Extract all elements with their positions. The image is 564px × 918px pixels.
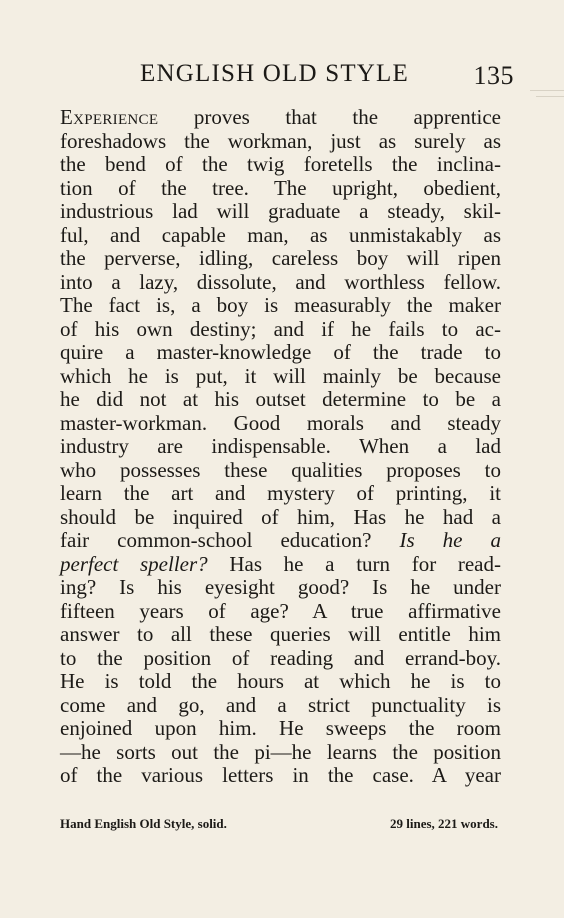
text-line: tion of the tree. The upright, obedient,	[60, 175, 501, 200]
text-line: The fact is, a boy is measurably the maker	[60, 293, 501, 317]
text-line	[60, 106, 501, 130]
text-line: to the position of reading and errand-boy.	[60, 645, 501, 670]
text-line: into a lazy, dissolute, and worthless fellow.	[60, 269, 501, 294]
text-line: should be inquired of him, Has he had a	[60, 504, 501, 529]
text-line	[60, 553, 501, 577]
text-line: industry are indispensable. When a lad	[60, 434, 501, 458]
text-line: which he is put, it will mainly be because	[60, 363, 501, 388]
page-edge-mark	[530, 90, 564, 91]
text-line: of his own destiny; and if he fails to ac-	[60, 316, 501, 341]
page-edge-mark	[536, 96, 564, 97]
text-line	[60, 529, 501, 553]
text-line: industrious lad will graduate a steady, skil-	[60, 199, 501, 223]
text-line: master-workman. Good morals and steady	[60, 410, 501, 435]
text-line: —he sorts out the pi—he learns the position	[60, 739, 501, 764]
body-paragraph	[60, 106, 501, 788]
text-line: who possesses these qualities proposes to	[60, 457, 501, 482]
page-number: 135	[473, 61, 514, 90]
text-line: learn the art and mystery of printing, it	[60, 481, 501, 505]
text-line: He is told the hours at which he is to	[60, 669, 501, 693]
text-line: enjoined upon him. He sweeps the room	[60, 716, 501, 740]
text-line: of the various letters in the case. A year	[60, 763, 501, 787]
text-line: the bend of the twig foretells the inclina-	[60, 152, 501, 176]
text-line-remainder: Has he a turn for read-	[207, 551, 501, 576]
italic-fragment: perfect speller?	[60, 551, 208, 576]
text-line-remainder: proves that the apprentice	[158, 105, 501, 129]
text-line: fifteen years of age? A true affirmative	[60, 598, 501, 623]
text-line-start: fair common-school education?	[60, 528, 372, 552]
text-line: come and go, and a strict punctuality is	[60, 692, 501, 717]
running-title: ENGLISH OLD STYLE	[140, 60, 409, 87]
text-line: the perverse, idling, careless boy will ripen	[60, 246, 501, 270]
text-line: answer to all these queries will entitle him	[60, 622, 501, 646]
specimen-label: Hand English Old Style, solid.	[60, 816, 227, 831]
running-head	[62, 60, 514, 96]
italic-fragment: Is he a	[399, 528, 502, 552]
line-word-count: 29 lines, 221 words.	[390, 816, 498, 831]
text-line: ful, and capable man, as unmistakably as	[60, 222, 501, 247]
text-line: ing? Is his eyesight good? Is he under	[60, 575, 501, 599]
text-line: quire a master-knowledge of the trade to	[60, 340, 501, 364]
text-line: he did not at his outset determine to be a	[60, 387, 501, 411]
first-word: Experience	[60, 105, 159, 129]
text-line: foreshadows the workman, just as surely as	[60, 128, 501, 153]
